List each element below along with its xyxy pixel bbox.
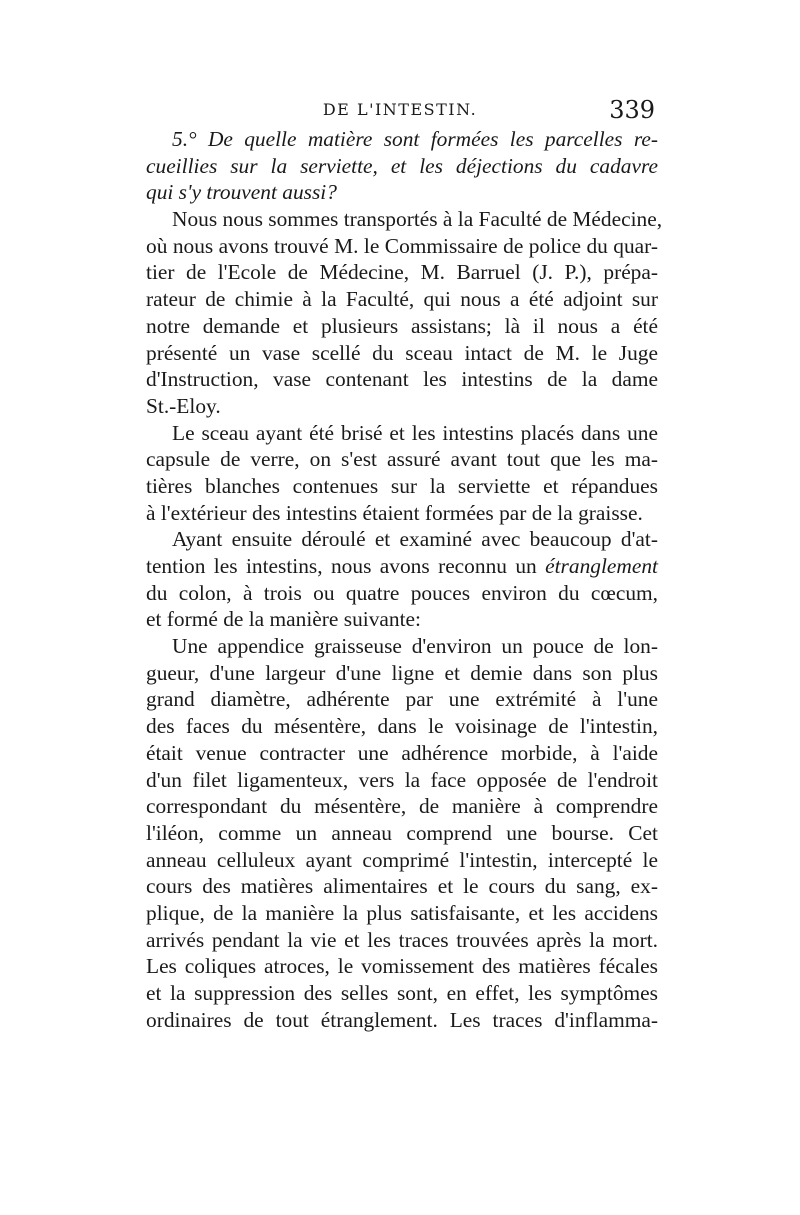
text-line: cueillies sur la serviette, et les déjections du cadavre: [146, 153, 658, 178]
text-line: l'iléon, comme un anneau comprend une bourse. Cet: [146, 820, 658, 845]
text-line: arrivés pendant la vie et les traces trouvées après la mort.: [146, 927, 658, 952]
text-line: à l'extérieur des intestins étaient formées par de la graisse.: [146, 500, 643, 525]
question-5: [146, 126, 658, 206]
text-line: St.-Eloy.: [146, 393, 221, 418]
text-line: présenté un vase scellé du sceau intact de M. le Juge: [146, 340, 658, 365]
page-header: [145, 96, 655, 128]
text-line: gueur, d'une largeur d'une ligne et demie dans son plus: [146, 660, 658, 685]
text-line: tier de l'Ecole de Médecine, M. Barruel (J. P.), prépa-: [146, 260, 658, 285]
text-line: ordinaires de tout étranglement. Les traces d'inflamma-: [146, 1007, 658, 1032]
text-line: Une appendice graisseuse d'environ un pouce de lon-: [172, 634, 658, 659]
text-line: notre demande et plusieurs assistans; là il nous a été: [146, 313, 658, 338]
paragraph-seal-broken: [146, 420, 658, 527]
text-line: correspondant du mésentère, de manière à comprendre: [146, 794, 658, 819]
text-line: Nous nous sommes transportés à la Faculté de Médecine,: [172, 207, 663, 232]
text-line: capsule de verre, on s'est assuré avant tout que les ma-: [146, 447, 658, 472]
text-line: Les coliques atroces, le vomissement des matières fécales: [146, 954, 658, 979]
text-line: d'Instruction, vase contenant les intestins de la dame: [146, 367, 658, 392]
text-line: des faces du mésentère, dans le voisinage de l'intestin,: [146, 714, 658, 739]
page-number: 339: [609, 96, 655, 124]
text-line: Ayant ensuite déroulé et examiné avec beaucoup d'at-: [172, 527, 658, 552]
text-line: rateur de chimie à la Faculté, qui nous a été adjoint sur: [146, 287, 658, 312]
paragraph-strangulation: [146, 526, 658, 633]
text-line: Le sceau ayant été brisé et les intestins placés dans une: [172, 420, 658, 445]
text-line: plique, de la manière la plus satisfaisante, et les accidens: [146, 900, 658, 925]
paragraph-appendage: [146, 633, 658, 1033]
running-title: DE L'INTESTIN.: [322, 100, 478, 119]
text-line: cours des matières alimentaires et le cours du sang, ex-: [146, 874, 658, 899]
text-line: et la suppression des selles sont, en effet, les symptômes: [146, 981, 658, 1005]
text-line: qui s'y trouvent aussi?: [146, 180, 337, 205]
text-segment: tention les intestins, nous avons reconnu un: [146, 554, 546, 578]
text-line: grand diamètre, adhérente par une extrémité à l'une: [146, 687, 658, 712]
text-line-with-emphasis: [146, 553, 658, 580]
text-line: où nous avons trouvé M. le Commissaire de police du quar-: [146, 233, 658, 258]
emphasized-term: étranglement: [545, 554, 658, 578]
text-line: du colon, à trois ou quatre pouces environ du cœcum,: [146, 580, 658, 605]
paragraph-faculty-visit: [146, 206, 663, 420]
text-line: 5.° De quelle matière sont formées les parcelles re-: [172, 127, 658, 151]
text-line: tières blanches contenues sur la serviette et répandues: [146, 473, 658, 498]
text-line: était venue contracter une adhérence morbide, à l'aide: [146, 740, 658, 765]
text-line: et formé de la manière suivante:: [146, 607, 421, 632]
body-text: [146, 126, 663, 1033]
text-line: d'un filet ligamenteux, vers la face opposée de l'endroit: [146, 767, 658, 792]
text-line: anneau celluleux ayant comprimé l'intestin, intercepté le: [146, 847, 658, 872]
